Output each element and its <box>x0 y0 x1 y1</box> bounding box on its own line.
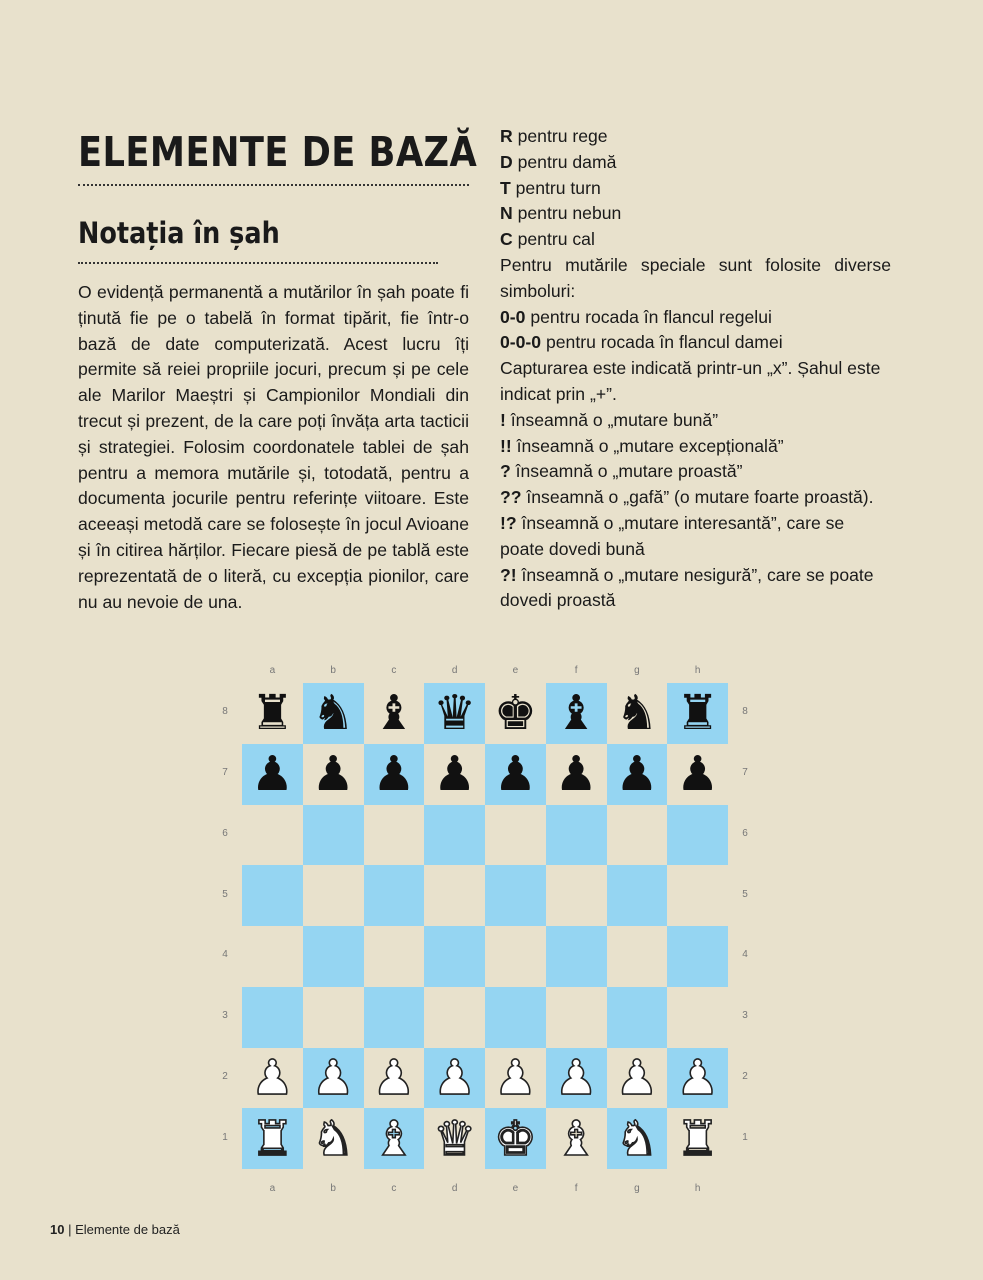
file-label: f <box>574 1183 578 1194</box>
rank-label: 1 <box>222 1131 228 1143</box>
black-knight-icon: ♞ <box>615 685 659 742</box>
black-pawn-icon: ♟ <box>493 746 537 803</box>
file-label: e <box>512 665 519 676</box>
notation-symbol: R <box>500 126 513 146</box>
notation-text: înseamnă o „mutare interesantă”, care se poate dovedi bună <box>500 512 845 559</box>
white-pawn-icon: ♟ <box>554 1049 598 1106</box>
rank-label: 2 <box>742 1070 748 1082</box>
square-f3 <box>546 987 607 1048</box>
white-rook-icon: ♜ <box>676 1110 720 1167</box>
notation-line <box>500 563 891 615</box>
white-pawn-icon: ♟ <box>250 1049 294 1106</box>
notation-text: pentru rocada în flancul damei <box>541 332 783 353</box>
notation-symbol: !? <box>500 512 517 533</box>
black-queen-icon: ♛ <box>433 685 477 742</box>
white-knight-icon: ♞ <box>615 1110 659 1167</box>
square-a3 <box>242 987 303 1048</box>
black-pawn-icon: ♟ <box>311 746 355 803</box>
square-b4 <box>303 926 364 987</box>
square-a6 <box>242 805 303 866</box>
file-label: c <box>391 665 397 676</box>
notation-text: înseamnă o „gafă” (o mutare foarte proastă). <box>521 487 874 508</box>
file-label: c <box>391 1183 397 1194</box>
square-b3 <box>303 987 364 1048</box>
black-pawn-icon: ♟ <box>433 746 477 803</box>
square-f6 <box>546 805 607 866</box>
file-label: d <box>451 1183 458 1194</box>
file-label: g <box>634 1183 640 1194</box>
square-h4 <box>667 926 728 987</box>
notation-symbol: ?! <box>500 564 517 585</box>
notation-line <box>500 305 891 331</box>
page-title: ELEMENTE DE BAZĂ <box>78 128 478 176</box>
rank-label: 7 <box>222 767 228 779</box>
file-label: h <box>694 1183 701 1194</box>
white-pawn-icon: ♟ <box>311 1049 355 1106</box>
white-king-icon: ♚ <box>493 1110 537 1167</box>
white-pawn-icon: ♟ <box>615 1049 659 1106</box>
square-g3 <box>607 987 668 1048</box>
notation-symbol: ?? <box>500 487 522 508</box>
notation-symbol: 0-0 <box>500 306 526 327</box>
square-h3 <box>667 987 728 1048</box>
rank-label: 8 <box>742 706 748 718</box>
black-pawn-icon: ♟ <box>250 746 294 803</box>
file-label: a <box>269 665 276 676</box>
black-bishop-icon: ♝ <box>554 685 598 742</box>
notation-symbol: ! <box>500 409 506 430</box>
square-d3 <box>424 987 485 1048</box>
black-pawn-icon: ♟ <box>554 746 598 803</box>
notation-line <box>500 356 891 408</box>
rank-label: 4 <box>742 949 748 961</box>
rank-label: 3 <box>742 1010 748 1022</box>
rank-label: 4 <box>222 949 228 961</box>
rank-label: 5 <box>222 888 228 900</box>
rank-label: 3 <box>222 1010 228 1022</box>
page-footer <box>50 1222 180 1237</box>
notation-text: pentru nebun <box>512 203 622 224</box>
square-c3 <box>364 987 425 1048</box>
square-h5 <box>667 865 728 926</box>
file-label: b <box>330 1183 336 1194</box>
black-pawn-icon: ♟ <box>615 746 659 803</box>
notation-text: înseamnă o „mutare excepțională” <box>511 435 784 456</box>
file-label: d <box>451 665 458 676</box>
black-knight-icon: ♞ <box>311 685 355 742</box>
white-rook-icon: ♜ <box>250 1110 294 1167</box>
section-subtitle: Notația în șah <box>78 216 280 250</box>
white-bishop-icon: ♝ <box>554 1110 598 1167</box>
notation-symbol: ? <box>500 461 511 482</box>
white-queen-icon: ♛ <box>433 1110 477 1167</box>
notation-text: înseamnă o „mutare proastă” <box>510 461 743 482</box>
square-d4 <box>424 926 485 987</box>
notation-symbol: D <box>500 151 513 172</box>
white-pawn-icon: ♟ <box>433 1049 477 1106</box>
white-pawn-icon: ♟ <box>676 1049 720 1106</box>
notation-line <box>500 434 891 460</box>
square-c5 <box>364 865 425 926</box>
subtitle-divider <box>78 262 438 264</box>
square-h6 <box>667 805 728 866</box>
black-rook-icon: ♜ <box>250 685 294 742</box>
notation-line <box>500 176 891 202</box>
notation-text: pentru rocada în flancul regelui <box>525 306 772 327</box>
white-pawn-icon: ♟ <box>372 1049 416 1106</box>
file-label: e <box>512 1183 519 1194</box>
notation-line <box>500 124 891 150</box>
square-e4 <box>485 926 546 987</box>
square-a5 <box>242 865 303 926</box>
white-knight-icon: ♞ <box>311 1110 355 1167</box>
notation-text: pentru turn <box>510 177 601 198</box>
square-b5 <box>303 865 364 926</box>
square-a4 <box>242 926 303 987</box>
file-label: a <box>269 1183 276 1194</box>
file-label: b <box>330 665 336 676</box>
square-e6 <box>485 805 546 866</box>
rank-label: 6 <box>222 827 228 839</box>
white-pawn-icon: ♟ <box>493 1049 537 1106</box>
notation-text: Pentru mutările speciale sunt folosite diverse simboluri: <box>500 254 891 301</box>
notation-symbol: !! <box>500 435 512 456</box>
rank-label: 1 <box>742 1131 748 1143</box>
notation-symbol: 0-0-0 <box>500 332 542 353</box>
notation-line <box>500 511 891 563</box>
white-bishop-icon: ♝ <box>372 1110 416 1167</box>
rank-label: 6 <box>742 827 748 839</box>
file-label: g <box>634 665 640 676</box>
black-king-icon: ♚ <box>493 685 537 742</box>
notation-line <box>500 459 891 485</box>
rank-label: 8 <box>222 706 228 718</box>
file-label: h <box>694 665 701 676</box>
square-c6 <box>364 805 425 866</box>
page-number: 10 <box>50 1222 65 1237</box>
chess-board <box>242 683 728 1169</box>
square-g6 <box>607 805 668 866</box>
black-pawn-icon: ♟ <box>372 746 416 803</box>
notation-text: înseamnă o „mutare bună” <box>505 409 719 430</box>
black-bishop-icon: ♝ <box>372 685 416 742</box>
square-e5 <box>485 865 546 926</box>
notation-text: înseamnă o „mutare nesigură”, care se poate dovedi proastă <box>500 564 874 611</box>
footer-section: Elemente de bază <box>75 1222 180 1237</box>
black-pawn-icon: ♟ <box>676 746 720 803</box>
notation-line <box>500 227 891 253</box>
notation-line <box>500 330 891 356</box>
notation-line <box>500 408 891 434</box>
notation-symbol: T <box>500 177 511 198</box>
notation-symbol: N <box>500 203 513 224</box>
notation-text: pentru damă <box>512 151 617 172</box>
square-d6 <box>424 805 485 866</box>
notation-list <box>500 124 891 614</box>
rank-label: 2 <box>222 1070 228 1082</box>
square-f4 <box>546 926 607 987</box>
notation-line <box>500 201 891 227</box>
square-c4 <box>364 926 425 987</box>
black-rook-icon: ♜ <box>676 685 720 742</box>
footer-separator: | <box>64 1222 76 1237</box>
square-b6 <box>303 805 364 866</box>
intro-paragraph: O evidență permanentă a mutărilor în șah poate fi ținută fie pe o tabelă în format tipărit, fie într-o bază de date computerizată. Acest lucru îți permite să reiei propriile jocuri, precum și pe cele ale Marilor Maeștri și Campionilor Mondiali din trecut și prezent, de la care poți învăța arta tacticii și strategiei. Folosim coordonatele tablei de șah pentru a memora mutările și, totodată, pentru a documenta jocurile pentru referințe viitoare. Este aceeași metodă care se folosește în jocul Avioane și în citirea hărților. Fiecare piesă de pe tablă este reprezentată de o literă, cu excepția pionilor, care nu au nevoie de una. <box>78 282 469 612</box>
rank-label: 7 <box>742 767 748 779</box>
notation-text: Capturarea este indicată printr-un „x”. Șahul este indicat prin „+”. <box>500 358 881 404</box>
rank-label: 5 <box>742 888 748 900</box>
square-e3 <box>485 987 546 1048</box>
file-label: f <box>574 665 578 676</box>
notation-symbol: C <box>500 229 513 250</box>
square-f5 <box>546 865 607 926</box>
square-d5 <box>424 865 485 926</box>
notation-line <box>500 253 891 305</box>
square-g5 <box>607 865 668 926</box>
notation-line <box>500 150 891 176</box>
title-divider <box>78 184 469 186</box>
notation-text: pentru cal <box>512 229 595 250</box>
notation-line <box>500 485 891 511</box>
square-g4 <box>607 926 668 987</box>
notation-text: pentru rege <box>512 126 608 146</box>
